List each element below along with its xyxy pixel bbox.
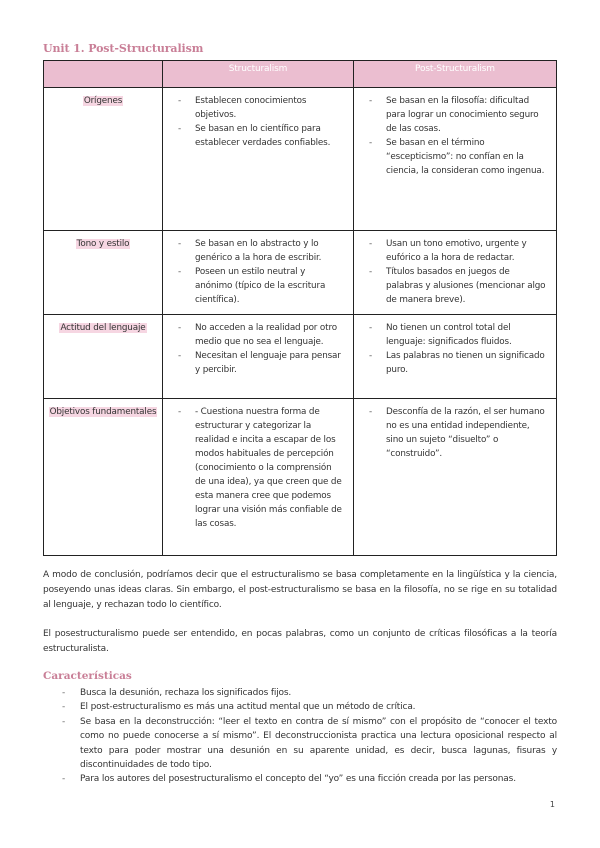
row-label: Actitud del lenguaje — [60, 323, 146, 333]
row-label-cell — [44, 231, 163, 315]
row-label-cell — [44, 315, 163, 399]
post-structuralism-cell — [354, 88, 557, 231]
list-item: - Se basan en la filosofía: dificultad para lograr un conocimiento seguro de las cosas. — [369, 94, 547, 136]
list-item: - Busca la desunión, rechaza los significados fijos. — [43, 686, 557, 700]
page-number: 1 — [549, 800, 555, 809]
definition-paragraph: El posestructuralismo puede ser entendido, en pocas palabras, como un conjunto de críticas filosóficas a la teoría estructuralista. — [43, 629, 557, 654]
structuralism-cell — [163, 315, 354, 399]
list-item: - No tienen un control total del lenguaje: significados fluidos. — [369, 321, 547, 349]
list-item: - Se basan en lo abstracto y lo genérico a la hora de escribir. — [178, 237, 344, 265]
list-item: - Se basan en lo científico para establecer verdades confiables. — [178, 122, 344, 150]
row-label: Objetivos fundamentales — [49, 407, 157, 417]
row-label: Tono y estilo — [76, 239, 130, 249]
list-item: - Desconfía de la razón, el ser humano no es una entidad independiente, sino un sujeto “disuelto” o “construido”. — [369, 405, 547, 461]
table-row — [44, 88, 557, 231]
characteristics-list — [43, 686, 557, 787]
structuralism-cell — [163, 231, 354, 315]
structuralism-cell — [163, 399, 354, 556]
row-label-cell — [44, 399, 163, 556]
row-label-cell — [44, 88, 163, 231]
list-item: - Títulos basados en juegos de palabras y alusiones (mencionar algo de manera breve). — [369, 265, 547, 307]
list-item: - Se basa en la deconstrucción: “leer el texto en contra de sí mismo” con el propósito de “conocer el texto como no puede conocerse a sí mismo”. El deconstruccionista practica una lectura oposicional respecto al texto para poder mostrar una desunión en su aparente unidad, es decir, busca lagunas, fisuras y discontinuidades de todo tipo. — [43, 715, 557, 773]
table-row — [44, 315, 557, 399]
list-item: - Establecen conocimientos objetivos. — [178, 94, 344, 122]
header-empty — [44, 61, 163, 88]
conclusion-paragraph: A modo de conclusión, podríamos decir que el estructuralismo se basa completamente en la lingüística y la ciencia, poseyendo unas ideas claras. Sin embargo, el post-estructuralismo se basa en la filosofía, no se rige en su totalidad al lenguaje, y rechazan todo lo científico. — [43, 570, 557, 610]
characteristics-heading: Características — [43, 670, 132, 682]
header-structuralism: Structuralism — [163, 61, 354, 88]
table-row — [44, 231, 557, 315]
list-item: - - Cuestiona nuestra forma de estructurar y categorizar la realidad e incita a escapar de los modos habituales de percepción (conocimiento o la comprensión de una idea), ya que creen que de esta manera cree que podemos lograr una visión más confiable de las cosas. — [178, 405, 344, 531]
post-structuralism-cell — [354, 231, 557, 315]
list-item: - Para los autores del posestructuralismo el concepto del “yo” es una ficción creada por las personas. — [43, 772, 557, 786]
list-item: - Las palabras no tienen un significado puro. — [369, 349, 547, 377]
row-label: Orígenes — [83, 96, 123, 106]
list-item: - El post-estructuralismo es más una actitud mental que un método de crítica. — [43, 700, 557, 714]
table-header-row — [44, 61, 557, 88]
comparison-table — [43, 60, 557, 556]
table-row — [44, 399, 557, 556]
list-item: - Poseen un estilo neutral y anónimo (típico de la escritura científica). — [178, 265, 344, 307]
post-structuralism-cell — [354, 315, 557, 399]
list-item: - Se basan en el término “escepticismo”: no confían en la ciencia, la consideran como ingenua. — [369, 136, 547, 178]
post-structuralism-cell — [354, 399, 557, 556]
list-item: - Necesitan el lenguaje para pensar y percibir. — [178, 349, 344, 377]
header-post-structuralism: Post-Structuralism — [354, 61, 557, 88]
list-item: - Usan un tono emotivo, urgente y eufórico a la hora de redactar. — [369, 237, 547, 265]
list-item: - No acceden a la realidad por otro medio que no sea el lenguaje. — [178, 321, 344, 349]
structuralism-cell — [163, 88, 354, 231]
page-title: Unit 1. Post-Structuralism — [43, 42, 204, 55]
